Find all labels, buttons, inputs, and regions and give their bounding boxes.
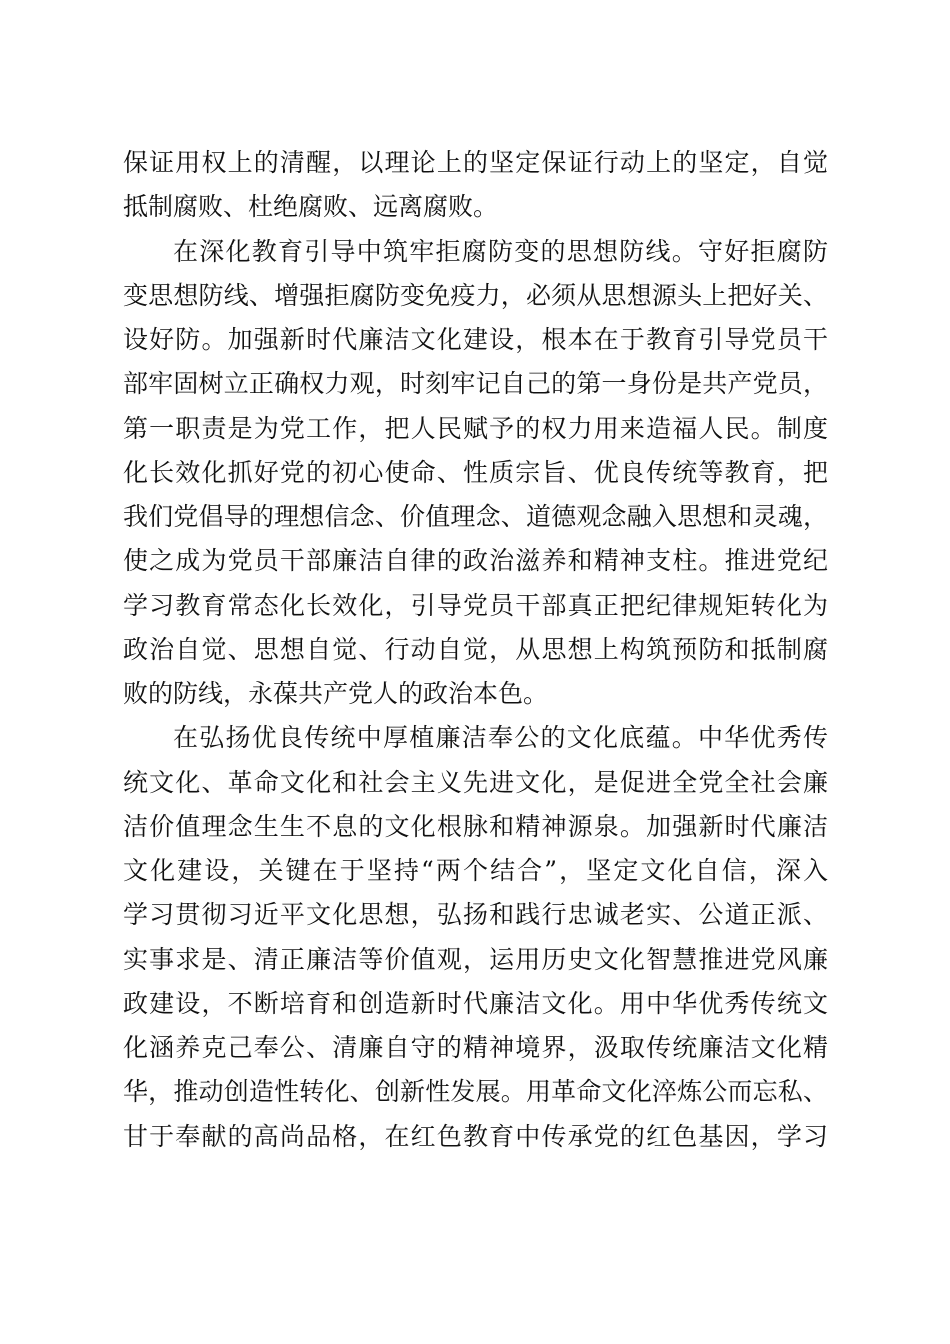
paragraph-2-line-5: 第一职责是为党工作，把人民赋予的权力用来造福人民。制度 (123, 413, 828, 443)
paragraph-3-line-10: 甘于奉献的高尚品格，在红色教育中传承党的红色基因，学习 (123, 1121, 828, 1151)
paragraph-1-line-2: 抵制腐败、杜绝腐败、远离腐败。 (123, 192, 499, 222)
paragraph-3-line-3: 洁价值理念生生不息的文化根脉和精神源泉。加强新时代廉洁 (123, 811, 828, 841)
paragraph-3-line-6: 实事求是、清正廉洁等价值观，运用历史文化智慧推进党风廉 (123, 944, 828, 974)
paragraph-2-line-1: 在深化教育引导中筑牢拒腐防变的思想防线。守好拒腐防 (173, 236, 828, 266)
paragraph-2-line-3: 设好防。加强新时代廉洁文化建设，根本在于教育引导党员干 (123, 325, 828, 354)
paragraph-2-line-9: 学习教育常态化长效化，引导党员干部真正把纪律规矩转化为 (123, 590, 828, 620)
paragraph-2-line-8: 使之成为党员干部廉洁自律的政治滋养和精神支柱。推进党纪 (123, 546, 828, 576)
paragraph-3-line-9: 华，推动创造性转化、创新性发展。用革命文化淬炼公而忘私、 (123, 1077, 828, 1107)
paragraph-3-line-2: 统文化、革命文化和社会主义先进文化，是促进全党全社会廉 (123, 767, 828, 797)
paragraph-3-line-8: 化涵养克己奉公、清廉自守的精神境界，汲取传统廉洁文化精 (123, 1033, 828, 1062)
paragraph-2-line-7: 我们党倡导的理想信念、价值理念、道德观念融入思想和灵魂， (123, 502, 828, 531)
paragraph-2-line-10: 政治自觉、思想自觉、行动自觉，从思想上构筑预防和抵制腐 (123, 634, 828, 664)
paragraph-2-line-6: 化长效化抓好党的初心使命、性质宗旨、优良传统等教育，把 (123, 457, 828, 487)
paragraph-1-line-1: 保证用权上的清醒，以理论上的坚定保证行动上的坚定，自觉 (123, 148, 828, 177)
paragraph-2-line-4: 部牢固树立正确权力观，时刻牢记自己的第一身份是共产党员， (123, 369, 828, 399)
paragraph-3-line-4: 文化建设，关键在于坚持“两个结合”，坚定文化自信，深入 (123, 856, 828, 885)
paragraph-3-line-1: 在弘扬优良传统中厚植廉洁奉公的文化底蕴。中华优秀传 (173, 723, 828, 753)
paragraph-2-line-2: 变思想防线、增强拒腐防变免疫力，必须从思想源头上把好关、 (123, 280, 828, 310)
paragraph-2-line-11: 败的防线，永葆共产党人的政治本色。 (123, 679, 549, 708)
document-body (123, 141, 828, 1159)
paragraph-3-line-5: 学习贯彻习近平文化思想，弘扬和践行忠诚老实、公道正派、 (123, 900, 828, 930)
paragraph-3-line-7: 政建设，不断培育和创造新时代廉洁文化。用中华优秀传统文 (123, 988, 828, 1018)
